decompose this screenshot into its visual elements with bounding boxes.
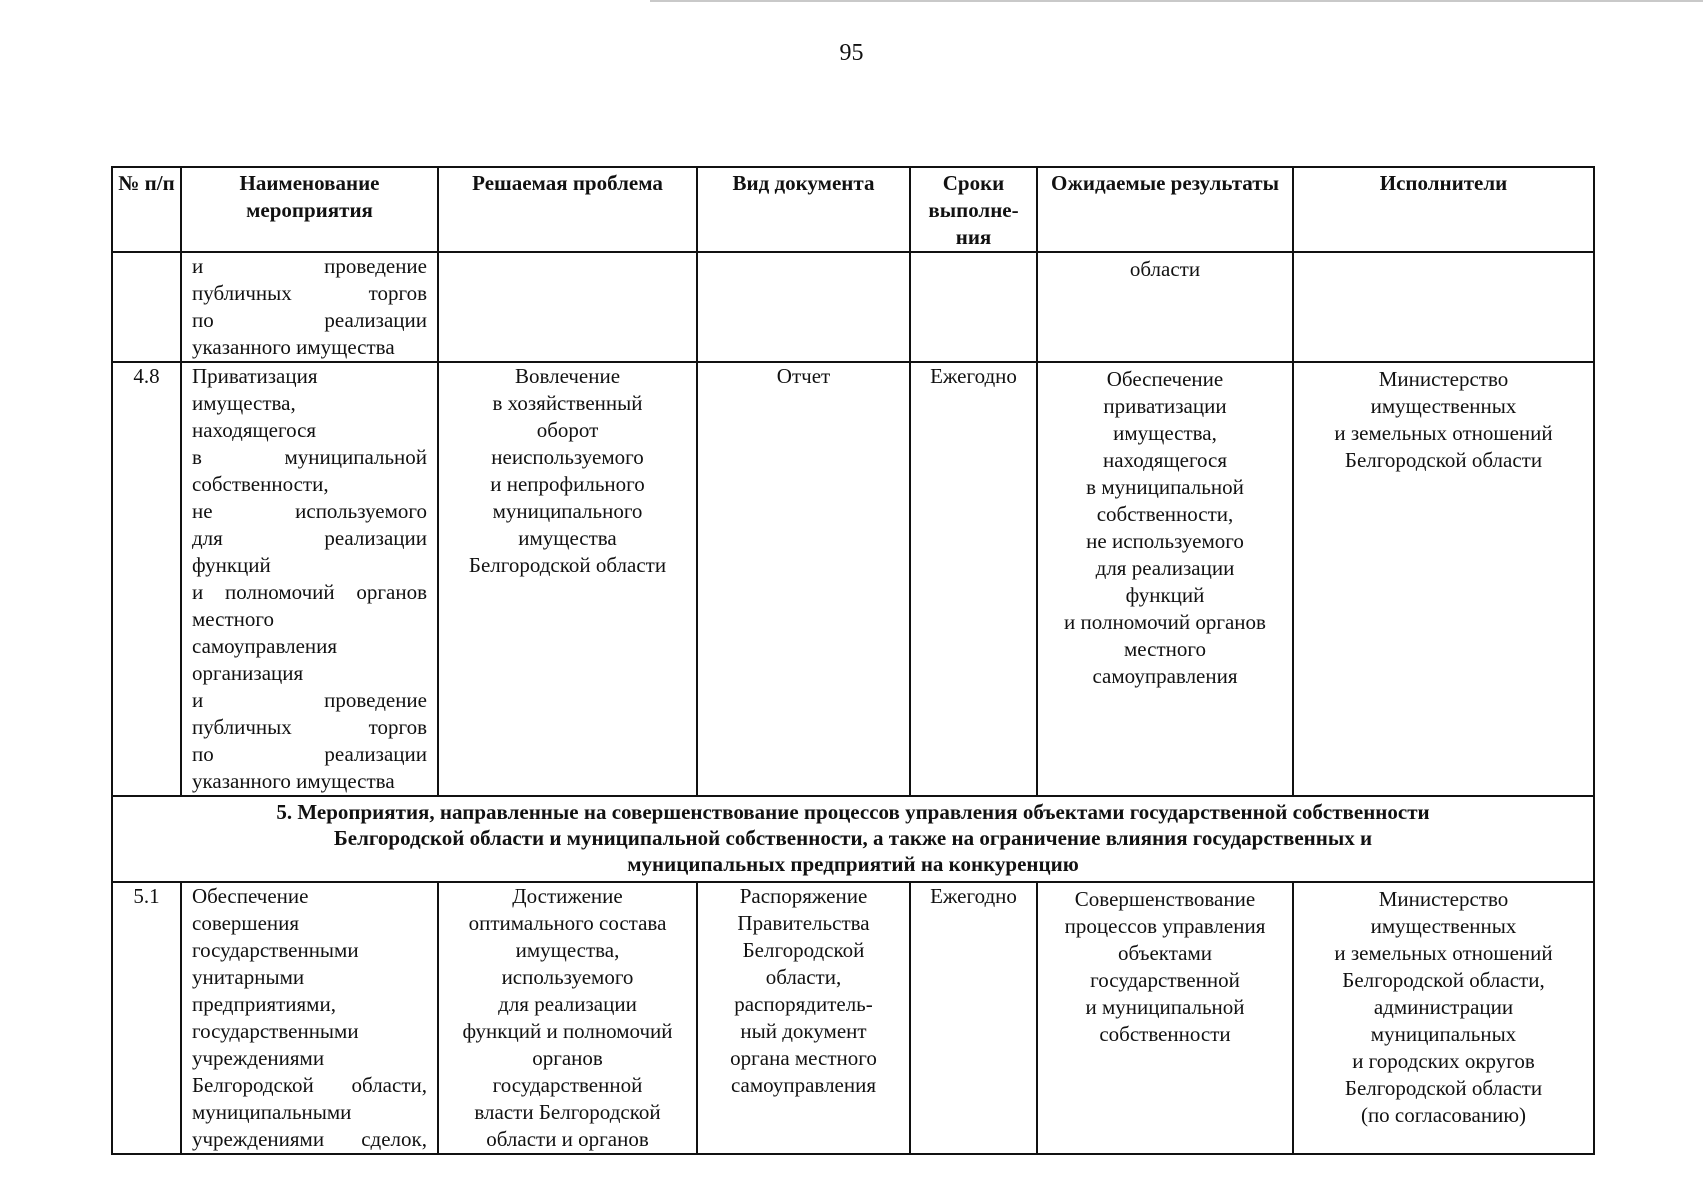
text-line: государственной (492, 1073, 643, 1097)
text-line: находящегося (1102, 448, 1228, 472)
text-line: и полномочий органов (192, 580, 427, 604)
text-line: имущества, (192, 391, 296, 415)
text-line: органа местного (730, 1046, 877, 1070)
text-line: Обеспечение (1106, 367, 1224, 391)
text-line: и городских округов (1352, 1049, 1535, 1073)
text-line: неиспользуемого (491, 445, 644, 469)
text-line: ный документ (740, 1019, 867, 1043)
header-problem: Решаемая проблема (438, 167, 697, 252)
cell-executors (1293, 882, 1594, 1154)
text-line: государственными (192, 938, 359, 962)
cell-document: Отчет (697, 362, 910, 796)
text-line: публичных торгов (192, 281, 427, 305)
text-line: в муниципальной (1086, 475, 1244, 499)
text-line: Распоряжение (739, 884, 868, 908)
text-line: и непрофильного (490, 472, 645, 496)
text-line: учреждениями (192, 1046, 325, 1070)
cell-problem (438, 882, 697, 1154)
text-line: оптимального состава (468, 911, 667, 935)
text-line: процессов управления (1064, 914, 1266, 938)
text-line: Белгородской области и муниципальной собственности, а также на ограничение влияния государственных и (333, 826, 1373, 850)
text-line: 5. Мероприятия, направленные на совершенствование процессов управления объектами государственной собственности (276, 800, 1430, 824)
cell-number: 4.8 (112, 362, 181, 796)
text-line: организация (192, 661, 304, 685)
cell-name (181, 252, 438, 362)
cell-executors (1293, 362, 1594, 796)
header-executors: Исполнители (1293, 167, 1594, 252)
text-line: для реализации (192, 526, 427, 550)
text-line: функций (192, 553, 271, 577)
text-line: в муниципальной (192, 445, 427, 469)
cell-result (1037, 362, 1293, 796)
text-line: государственными (192, 1019, 359, 1043)
text-line: объектами (1117, 941, 1213, 965)
header-document: Вид документа (697, 167, 910, 252)
text-line: органов (532, 1046, 603, 1070)
text-line: Министерство (1378, 367, 1509, 391)
text-line: и земельных отношений (1334, 941, 1553, 965)
text-line: Совершенствование (1074, 887, 1256, 911)
text-line: собственности, (1096, 502, 1234, 526)
text-line: Обеспечение (192, 884, 309, 908)
cell-document (697, 882, 910, 1154)
text-line: по реализации (192, 742, 427, 766)
text-line: для реализации (498, 992, 637, 1016)
text-line: местного (192, 607, 274, 631)
cell-problem (438, 362, 697, 796)
header-term: Сроки выполне-ния (910, 167, 1037, 252)
text-line: имущественных (1370, 394, 1517, 418)
text-line: унитарными (192, 965, 305, 989)
text-line: используемого (501, 965, 634, 989)
text-line: Белгородской области, (192, 1073, 427, 1097)
header-number: № п/п (112, 167, 181, 252)
text-line: государственной (1090, 968, 1240, 992)
text-line: Белгородской области, (1342, 968, 1545, 992)
text-line: имущества (518, 526, 617, 550)
cell-term: Ежегодно (910, 362, 1037, 796)
text-line: учреждениями сделок, (192, 1127, 427, 1151)
table-row-continuation (112, 252, 1594, 362)
text-line: и земельных отношений (1334, 421, 1553, 445)
text-line: распорядитель- (734, 992, 873, 1016)
text-line: муниципальными (192, 1100, 352, 1124)
text-line: указанного имущества (192, 335, 395, 359)
text-line: не используемого (192, 499, 427, 523)
text-line: имущества, (1113, 421, 1217, 445)
table-row-5-1 (112, 882, 1594, 1154)
scan-top-edge (650, 0, 1703, 2)
cell-result (1037, 882, 1293, 1154)
header-result: Ожидаемые результаты (1037, 167, 1293, 252)
text-line: Вовлечение (514, 364, 621, 388)
text-line: и полномочий органов (1064, 610, 1266, 634)
text-line: власти Белгородской (474, 1100, 661, 1124)
text-line: функций (1125, 583, 1205, 607)
section-heading-row (112, 796, 1594, 882)
cell-number: 5.1 (112, 882, 181, 1154)
text-line: предприятиями, (192, 992, 336, 1016)
text-line: муниципального (492, 499, 643, 523)
text-line: имущественных (1370, 914, 1517, 938)
text-line: администрации (1373, 995, 1514, 1019)
text-line: находящегося (192, 418, 317, 442)
text-line: для реализации (1095, 556, 1235, 580)
cell-problem (438, 252, 697, 362)
text-line: оборот (536, 418, 599, 442)
text-line: области, (765, 965, 842, 989)
text-line: имущества, (515, 938, 620, 962)
text-line: собственности (1099, 1022, 1231, 1046)
cell-number (112, 252, 181, 362)
text-line: (по согласованию) (1360, 1103, 1527, 1127)
text-line: и муниципальной (1085, 995, 1245, 1019)
text-line: по реализации (192, 308, 427, 332)
measures-table (111, 166, 1595, 1155)
text-line: Белгородской области (1344, 448, 1543, 472)
text-line: не используемого (1086, 529, 1244, 553)
table-row-4-8 (112, 362, 1594, 796)
text-line: местного (1124, 637, 1206, 661)
text-line: самоуправления (730, 1073, 877, 1097)
text-line: Белгородской (742, 938, 865, 962)
text-line: муниципальных (1370, 1022, 1517, 1046)
text-line: и проведение (192, 254, 427, 278)
text-line: и проведение (192, 688, 427, 712)
text-line: самоуправления (192, 634, 338, 658)
cell-term (910, 252, 1037, 362)
cell-document (697, 252, 910, 362)
text-line: Министерство (1378, 887, 1509, 911)
cell-term: Ежегодно (910, 882, 1037, 1154)
text-line: приватизации (1103, 394, 1227, 418)
text-line: самоуправления (1092, 664, 1238, 688)
cell-name (181, 882, 438, 1154)
text-line: области и органов (486, 1127, 649, 1151)
text-line: публичных торгов (192, 715, 427, 739)
text-line: муниципальных предприятий на конкуренцию (627, 852, 1079, 876)
text-line: собственности, (192, 472, 329, 496)
cell-name (181, 362, 438, 796)
text-line: указанного имущества (192, 769, 395, 793)
text-line: Белгородской области (468, 553, 667, 577)
cell-result: области (1037, 252, 1293, 362)
table-header-row (112, 167, 1594, 252)
text-line: функций и полномочий (462, 1019, 673, 1043)
text-line: Белгородской области (1344, 1076, 1543, 1100)
text-line: Приватизация (192, 364, 318, 388)
text-line: Достижение (512, 884, 623, 908)
page-number: 95 (839, 40, 864, 66)
section-title (112, 796, 1594, 882)
cell-executors (1293, 252, 1594, 362)
text-line: в хозяйственный (492, 391, 643, 415)
text-line: Правительства (737, 911, 870, 935)
header-name: Наименование мероприятия (181, 167, 438, 252)
text-line: совершения (192, 911, 300, 935)
